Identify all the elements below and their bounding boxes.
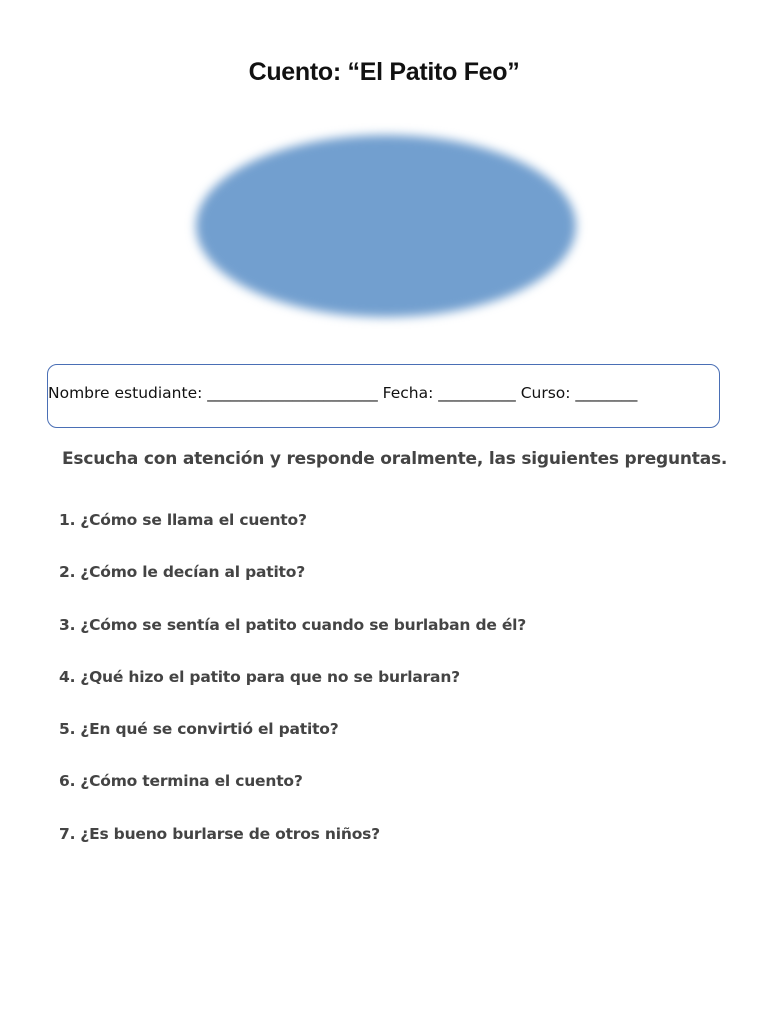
question-text: ¿Qué hizo el patito para que no se burlaran? [80,667,460,686]
blurred-ellipse-shape [196,135,576,317]
question-item [59,510,526,562]
question-text: ¿Cómo le decían al patito? [80,563,306,582]
page-title: Cuento: “El Patito Feo” [248,58,520,86]
question-item [59,824,526,876]
student-info-line: Nombre estudiante: ______________________ Fecha: __________ Curso: ________ [48,384,638,402]
question-text: ¿Cómo termina el cuento? [80,772,303,791]
question-text: ¿Es bueno burlarse de otros niños? [80,824,380,843]
question-list [59,510,526,876]
question-item [59,562,526,614]
question-item [59,667,526,719]
question-text: ¿Cómo se llama el cuento? [80,511,307,529]
question-number: 6. [59,772,76,791]
question-text: ¿En qué se convirtió el patito? [80,720,339,739]
question-number: 1. [59,511,76,529]
question-item [59,615,526,667]
question-number: 2. [59,563,76,582]
question-number: 4. [59,667,76,686]
question-number: 5. [59,720,76,739]
student-info-box [47,364,720,428]
instruction-text: Escucha con atención y responde oralmente, las siguientes preguntas. [62,449,728,469]
question-number: 3. [59,615,76,634]
question-text: ¿Cómo se sentía el patito cuando se burlaban de él? [80,615,527,634]
question-item [59,719,526,771]
question-item [59,771,526,823]
question-number: 7. [59,824,76,843]
